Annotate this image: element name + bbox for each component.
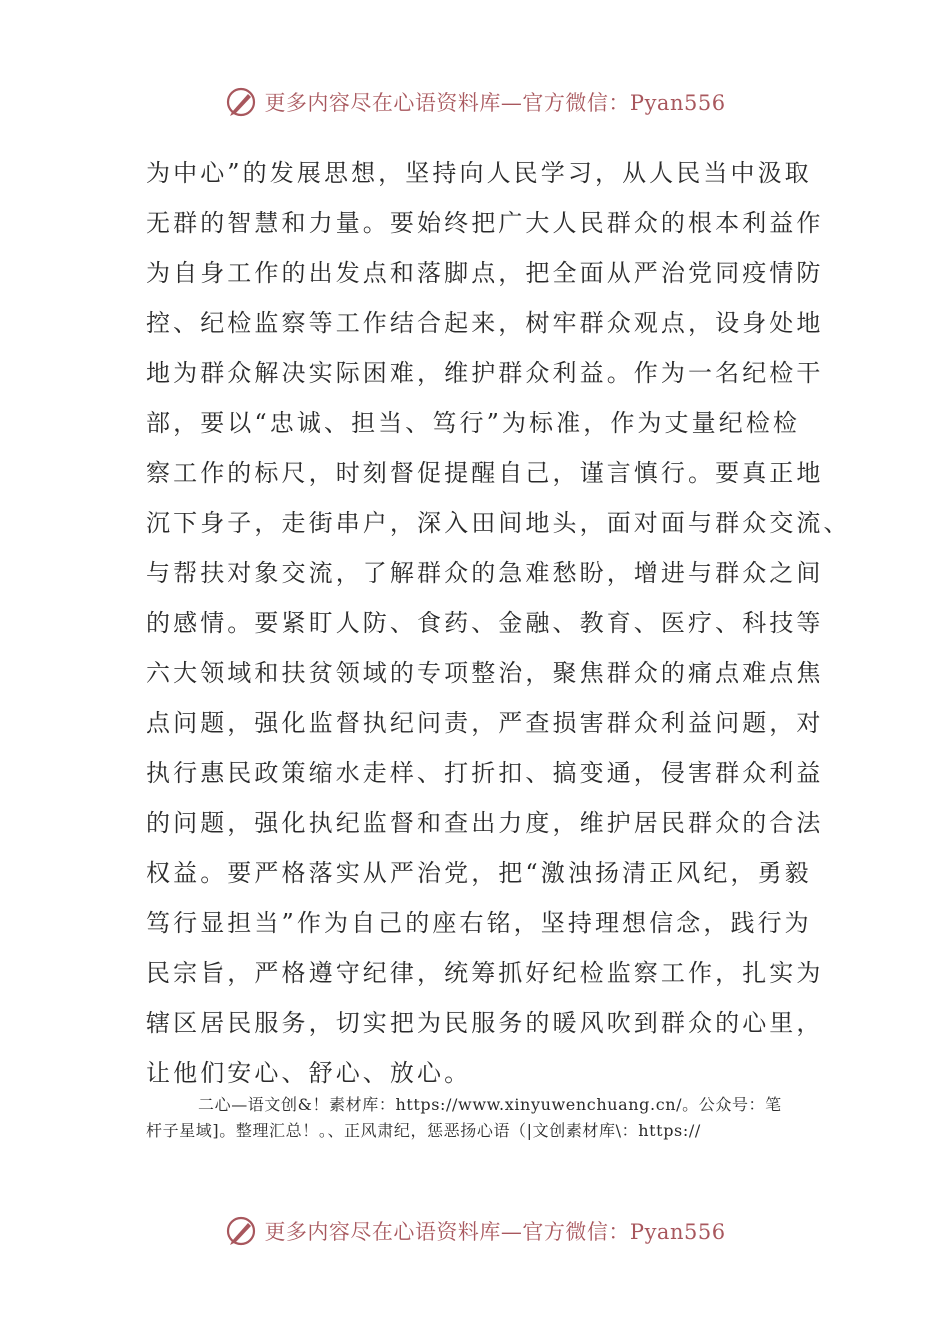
body-line: 六大领域和扶贫领域的专项整治，聚焦群众的痛点难点焦 xyxy=(146,659,824,687)
pen-nib-logo-icon xyxy=(224,85,258,119)
body-line: 无群的智慧和力量。要始终把广大人民群众的根本利益作 xyxy=(146,209,824,237)
footnote xyxy=(146,1092,806,1144)
body-line: 部，要以“忠诚、担当、笃行”为标准，作为丈量纪检检 xyxy=(146,409,801,437)
body-line: 执行惠民政策缩水走样、打折扣、搞变通，侵害群众利益 xyxy=(146,759,824,787)
body-line: 的问题，强化执纪监督和查出力度，维护居民群众的合法 xyxy=(146,809,824,837)
header-banner xyxy=(0,82,950,122)
footer-banner-text: 更多内容尽在心语资料库—官方微信：Pyan556 xyxy=(264,1220,726,1244)
body-line: 笃行显担当”作为自己的座右铭，坚持理想信念，践行为 xyxy=(146,909,812,937)
body-line: 与帮扶对象交流，了解群众的急难愁盼，增进与群众之间 xyxy=(146,559,824,587)
body-line: 让他们安心、舒心、放心。 xyxy=(146,1059,472,1087)
footer-banner xyxy=(0,1211,950,1251)
body-line: 沉下身子，走街串户，深入田间地头，面对面与群众交流、 xyxy=(146,509,851,537)
document-body xyxy=(146,148,851,1098)
body-line: 的感情。要紧盯人防、食药、金融、教育、医疗、科技等 xyxy=(146,609,824,637)
footnote-line: 二心—语文创&！素材库：https://www.xinyuwenchuang.cn/。公众号：笔 xyxy=(198,1095,782,1114)
pen-nib-logo-icon xyxy=(224,1214,258,1248)
body-line: 察工作的标尺，时刻督促提醒自己，谨言慎行。要真正地 xyxy=(146,459,824,487)
body-line: 辖区居民服务，切实把为民服务的暖风吹到群众的心里， xyxy=(146,1009,824,1037)
body-line: 权益。要严格落实从严治党，把“激浊扬清正风纪，勇毅 xyxy=(146,859,812,887)
body-line: 为自身工作的出发点和落脚点，把全面从严治党同疫情防 xyxy=(146,259,824,287)
body-line: 地为群众解决实际困难，维护群众利益。作为一名纪检干 xyxy=(146,359,824,387)
header-banner-text: 更多内容尽在心语资料库—官方微信：Pyan556 xyxy=(264,91,726,115)
body-line: 点问题，强化监督执纪问责，严查损害群众利益问题，对 xyxy=(146,709,824,737)
footnote-line: 杆子星域]。整理汇总！。、正风肃纪，惩恶扬心语（|文创素材库\：https:// xyxy=(146,1121,701,1140)
body-line: 民宗旨，严格遵守纪律，统筹抓好纪检监察工作，扎实为 xyxy=(146,959,824,987)
body-line: 控、纪检监察等工作结合起来，树牢群众观点，设身处地 xyxy=(146,309,824,337)
body-line: 为中心”的发展思想，坚持向人民学习，从人民当中汲取 xyxy=(146,159,812,187)
